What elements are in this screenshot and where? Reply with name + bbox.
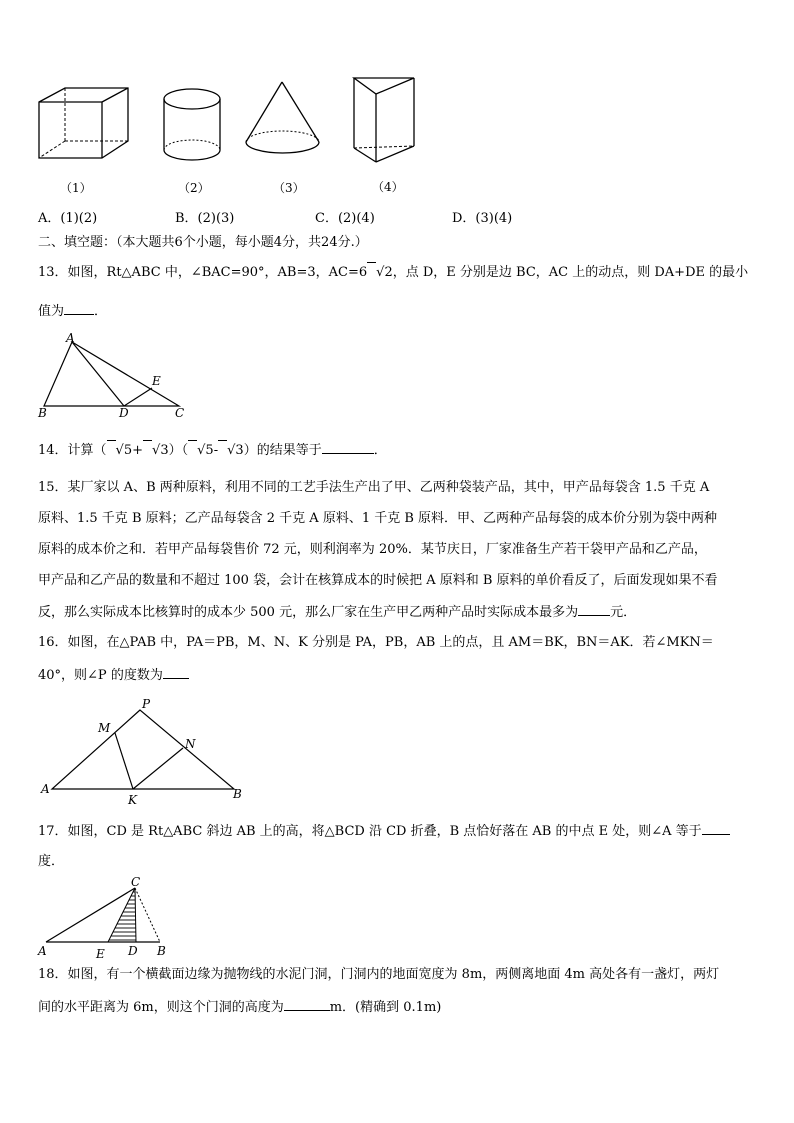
q13-label-b: B [38, 406, 47, 420]
q13-label-a: A [66, 331, 75, 345]
figure-cone [242, 80, 324, 166]
answer-blank[interactable] [322, 441, 374, 454]
figure-caption: （3） [273, 181, 305, 195]
q17-line2: 度． [38, 854, 65, 869]
q15-line5 [38, 603, 636, 622]
q14-text-mid: ）（ [168, 443, 189, 458]
q14-sqrt-2: 3 [160, 443, 169, 458]
q18-text-a: 间的水平距离为 6m，则这个门洞的高度为 [38, 1000, 284, 1015]
q16-label-m: M [98, 721, 111, 735]
q16-label-n: N [185, 737, 196, 751]
figure-caption: （1） [60, 181, 92, 195]
q14-line [38, 441, 387, 460]
q15-text-end: 元． [610, 605, 637, 620]
figure-triangular-prism [346, 76, 418, 166]
q18-line1: 18．如图，有一个横截面边缘为抛物线的水泥门洞，门洞内的地面宽度为 8m，两侧离地面 4m 高处各有一盏灯，两灯 [38, 967, 720, 982]
q15-line1: 15．某厂家以 A、B 两种原料，利用不同的工艺手法生产出了甲、乙两种袋装产品，其中，甲产品每袋含 1.5 千克 A [38, 480, 710, 495]
option-a: A．(1)(2) [38, 211, 98, 226]
q17-label-c: C [131, 875, 141, 889]
q13-text-a: 13．如图，Rt△ABC 中，∠BAC=90°，AB=3，AC=6 [38, 265, 368, 280]
q14-plus: + [132, 443, 144, 458]
q13-label-c: C [175, 406, 185, 420]
answer-blank[interactable] [163, 666, 189, 679]
figure-cube [36, 86, 132, 166]
figure-cylinder [160, 86, 226, 166]
q13-text-end: ． [94, 304, 108, 319]
q13-text-c: 值为 [38, 304, 65, 319]
q13-label-d: D [119, 406, 129, 420]
q16-label-k: K [128, 793, 137, 806]
q14-sqrt-1: 5 [123, 443, 133, 458]
q13-text-b: ，点 D，E 分别是边 BC，AC 上的动点，则 DA+DE 的最小 [392, 265, 749, 280]
sqrt-sign: √5 [107, 442, 133, 460]
q16-line1: 16．如图，在△PAB 中，PA＝PB，M、N、K 分别是 PA，PB，AB 上的点，且 AM＝BK，BN＝AK．若∠MKN＝ [38, 635, 714, 650]
section-title: 二、填空题：（本大题共6个小题，每小题4分，共24分.） [38, 235, 368, 250]
q17-label-d: D [128, 944, 138, 958]
q15-text: 反，那么实际成本比核算时的成本少 500 元，那么厂家在生产甲乙两种产品时实际成本最多为 [38, 605, 579, 620]
sqrt-sign: √3 [143, 442, 169, 460]
option-d: D．(3)(4) [452, 211, 513, 226]
q17-line1 [38, 822, 730, 841]
q17-label-a: A [38, 944, 47, 958]
option-b: B．(2)(3) [175, 211, 235, 226]
q14-text-b: ）的结果等于 [243, 443, 322, 458]
answer-blank[interactable] [64, 302, 94, 315]
q17-text: 17．如图，CD 是 Rt△ABC 斜边 AB 上的高，将△BCD 沿 CD 折叠，B 点恰好落在 AB 的中点 E 处，则∠A 等于 [38, 824, 702, 839]
option-c: C．(2)(4) [315, 211, 375, 226]
q14-sqrt-3: 5 [205, 443, 214, 458]
q14-minus: - [213, 443, 219, 458]
figure-caption: （2） [178, 181, 210, 195]
q16-text: 40°，则∠P 的度数为 [38, 668, 163, 683]
q18-text-b: m．(精确到 0.1m) [329, 1000, 442, 1015]
answer-blank[interactable] [284, 998, 330, 1011]
q17-label-e: E [96, 947, 105, 960]
sqrt-sign: √5 [188, 442, 214, 460]
q16-figure [36, 694, 250, 806]
q15-line4: 甲产品和乙产品的数量和不超过 100 袋，会计在核算成本的时候把 A 原料和 B 原料的单价看反了，后面发现如果不看 [38, 573, 718, 588]
q14-text-a: 14．计算（ [38, 443, 107, 458]
q14-text-end: ． [373, 443, 387, 458]
q13-line1 [38, 264, 748, 282]
q16-label-a: A [41, 782, 50, 796]
q13-figure [36, 330, 196, 422]
q15-line3: 原料的成本价之和．若甲产品每袋售价 72 元，则利润率为 20%．某节庆日，厂家准备生产若干袋甲产品和乙产品， [38, 542, 707, 557]
q16-label-b: B [233, 787, 242, 801]
q16-label-p: P [142, 697, 151, 711]
q13-line2 [38, 302, 107, 321]
answer-blank[interactable] [702, 822, 730, 835]
answer-blank[interactable] [578, 603, 610, 616]
q13-label-e: E [152, 374, 161, 388]
q15-line2: 原料、1.5 千克 B 原料；乙产品每袋含 2 千克 A 原料、1 千克 B 原料．甲、乙两种产品每袋的成本价分别为袋中两种 [38, 511, 718, 526]
q17-label-b: B [157, 944, 166, 958]
q13-sqrt-value: 2 [384, 265, 393, 280]
q18-line2 [38, 998, 441, 1017]
q14-sqrt-4: 3 [235, 443, 244, 458]
sqrt-sign: √3 [218, 442, 244, 460]
q17-figure [36, 874, 176, 960]
sqrt-sign: √2 [367, 264, 393, 282]
figure-caption: （4） [372, 180, 404, 194]
q16-line2 [38, 666, 189, 685]
